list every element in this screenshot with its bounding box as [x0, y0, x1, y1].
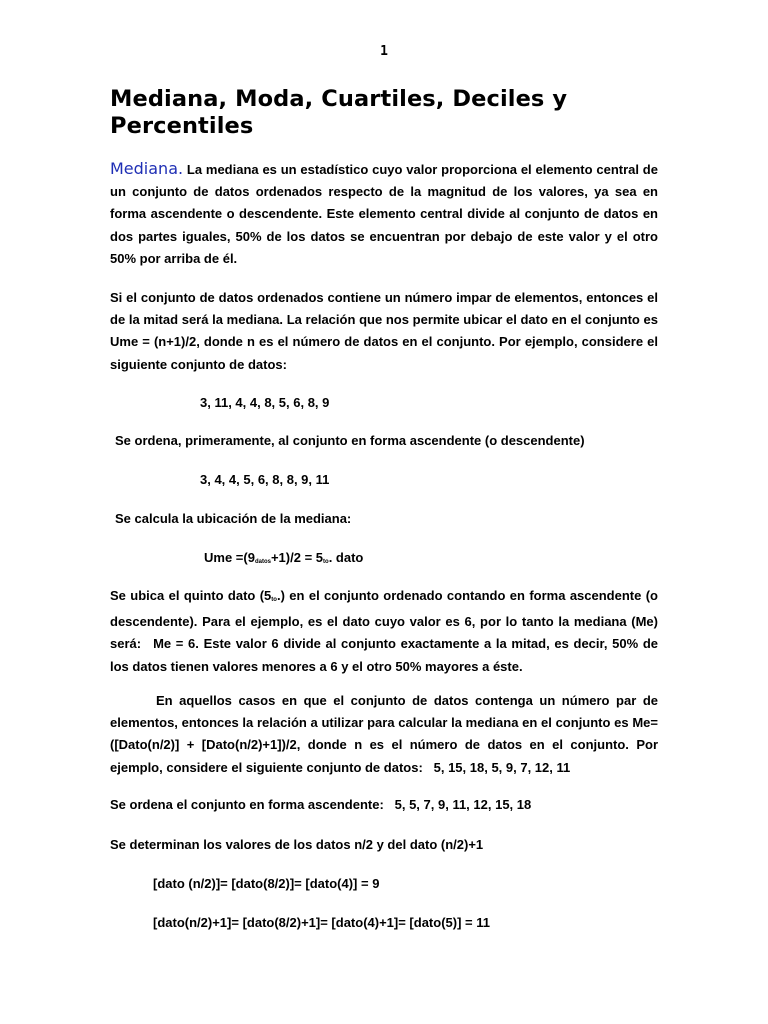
- even-sorted-set: 5, 5, 7, 9, 11, 12, 15, 18: [394, 797, 532, 812]
- page-number: 1: [380, 44, 388, 59]
- even-order-line: [110, 796, 531, 814]
- equation-dato-n2: [dato (n/2)]= [dato(8/2)]= [dato(4)] = 9: [153, 876, 380, 891]
- order-step-text: Se ordena, primeramente, al conjunto en forma ascendente (o descendente): [115, 433, 585, 448]
- even-data-set: 5, 15, 18, 5, 9, 7, 12, 11: [433, 759, 571, 775]
- formula-middle: +1)/2 = 5: [270, 550, 324, 565]
- locate-result: Me = 6. Este valor 6 divide al conjunto exactamente a la mitad, es decir, 50% de los datos tienen valores menores a 6 y el otro 50% mayores a éste.: [110, 636, 658, 674]
- formula-subscript-datos: datos: [254, 559, 271, 565]
- even-order-label: Se ordena el conjunto en forma ascendente:: [110, 797, 384, 812]
- ume-formula: [204, 549, 363, 571]
- locate-before: Se ubica el quinto dato (5: [110, 588, 272, 603]
- odd-data-set: 3, 11, 4, 4, 8, 5, 6, 8, 9: [200, 395, 330, 410]
- formula-subscript-to: to: [323, 559, 329, 565]
- odd-case-paragraph: Si el conjunto de datos ordenados contiene un número impar de elementos, entonces el de la mitad será la mediana. La relación que nos permite ubicar el dato en el conjunto es Ume = (n+1)/2, donde n es el número de datos en el conjunto. Por ejemplo, considere el siguiente conjunto de datos:: [110, 290, 658, 372]
- locate-paragraph: [110, 585, 658, 678]
- even-case-text: En aquellos casos en que el conjunto de datos contenga un número par de elementos, entonces la relación a utilizar para calcular la mediana en el conjunto es Me= ([Dato(n/2)] + [Dato(n/2)+1])/2, donde n es el número de datos en el conjunto. Por ejemplo, considere el siguiente conjunto de datos:: [110, 693, 658, 775]
- locate-subscript-to: to: [271, 597, 277, 603]
- intro-text: La mediana es un estadístico cuyo valor proporciona el elemento central de un conjunto de datos ordenados respecto de la magnitud de los valores, ya sea en forma ascendente o descendente. Este elemento central divide al conjunto de datos en dos partes iguales, 50% de los datos se encuentran por debajo de este valor y el otro 50% por arriba de él.: [110, 162, 658, 266]
- intro-paragraph: [110, 158, 658, 270]
- term-mediana: Mediana.: [110, 159, 184, 178]
- calc-step-text: Se calcula la ubicación de la mediana:: [115, 511, 352, 526]
- odd-sorted-set: 3, 4, 4, 5, 6, 8, 8, 9, 11: [200, 472, 330, 487]
- determine-text: Se determinan los valores de los datos n/2 y del dato (n/2)+1: [110, 837, 484, 852]
- even-case-paragraph: [110, 690, 658, 779]
- document-title: Mediana, Moda, Cuartiles, Deciles y Percentiles: [110, 86, 568, 139]
- locate-after: .) en el conjunto ordenado contando en forma ascendente (o descendente). Para el ejemplo, es el dato cuyo valor es 6, por lo tanto la mediana (Me) será:: [110, 588, 658, 652]
- formula-suffix: . dato: [328, 550, 364, 565]
- formula-prefix: Ume =(9: [204, 550, 255, 565]
- equation-dato-n2-plus-1: [dato(n/2)+1]= [dato(8/2)+1]= [dato(4)+1]= [dato(5)] = 11: [153, 915, 490, 930]
